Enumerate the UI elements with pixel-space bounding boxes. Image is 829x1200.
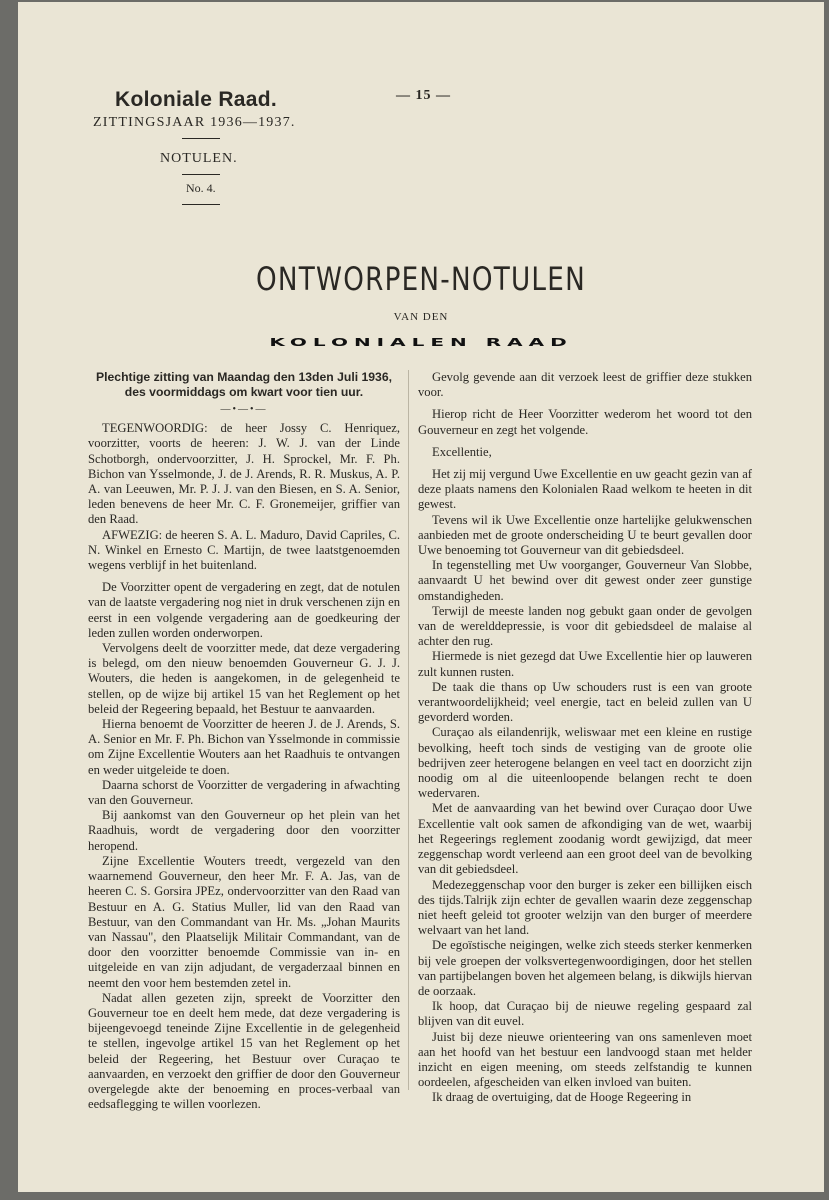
paragraph: TEGENWOORDIG: de heer Jossy C. Henriquez, voorzitter, voorts de heeren: J. W. J. van der Linde Schotborgh, ondervoorzitter, J. H. Sprockel, Mr. F. Ph. Bichon van Ysselmonde, J. de J. Arends, R. R. Muskus, A. P. A. van Leeuwen, Mr. P. J. J. van den Biesen, en S. A. Senior, leden benevens de heer Mr. C. F. Gronemeijer, griffier van den Raad. xyxy=(88,421,400,527)
paragraph: Daarna schorst de Voorzitter de vergadering in afwachting van den Gouverneur. xyxy=(88,777,400,808)
paragraph: Tevens wil ik Uwe Excellentie onze hartelijke gelukwenschen aanbieden met de groote onderscheiding U te beurt gevallen door Uwe benoeming tot Gouverneur van dit gebiedsdeel. xyxy=(418,512,752,558)
divider xyxy=(182,204,220,205)
paragraph: In tegenstelling met Uw voorganger, Gouverneur Van Slobbe, aanvaardt U het bewind over dit gewest onder zeer gunstige omstandigheden. xyxy=(418,558,752,603)
paragraph: Hierop richt de Heer Voorzitter wederom het woord tot den Gouverneur en zegt het volgende. xyxy=(418,407,752,437)
paragraph: De Voorzitter opent de vergadering en zegt, dat de notulen van de laatste vergadering nog niet in druk verschenen zijn en eerst in een volgende vergadering aan de goedkeuring der leden zullen worden onderworpen. xyxy=(88,580,400,640)
divider xyxy=(182,138,220,139)
paragraph: AFWEZIG: de heeren S. A. L. Maduro, David Capriles, C. N. Winkel en Ernesto C. Martijn, de twee laatstgenoemden wegens verblijf in het buitenland. xyxy=(88,527,400,573)
paragraph: Zijne Excellentie Wouters treedt, vergezeld van den waarnemend Gouverneur, den heer Mr. F. A. Jas, van de heeren C. S. Gorsira JPEz, ondervoorzitter van den Raad van Bestuur en A. G. Statius Muller, lid van den Raad van Bestuur, van den Commandant van Hr. Ms. „Johan Maurits van Nassau", den Plaatselijk Militair Commandant, van de door den voorzitter benoemde Commissie van in- en uitgeleide en van zijn adjudant, de vergaderzaal binnen en neemt den voor hem bestemden zetel in. xyxy=(88,853,400,990)
session-heading-line: des voormiddags om kwart voor tien uur. xyxy=(124,385,364,399)
paragraph: De egoïstische neigingen, welke zich steeds sterker kenmerken bij vele groepen der volksvertegenwoordigingen, door het stellen van partijbelangen boven het algemeen belang, is dikwijls hiervan de oorzaak. xyxy=(418,938,752,998)
session-heading xyxy=(88,370,400,400)
paragraph: Gevolg gevende aan dit verzoek leest de griffier deze stukken voor. xyxy=(418,370,752,400)
session-year: ZITTINGSJAAR 1936—1937. xyxy=(93,115,296,130)
paragraph: Het zij mij vergund Uwe Excellentie en uw geacht gezin van af deze plaats namens den Kolonialen Raad welkom te heeten in dit gewest. xyxy=(418,467,752,512)
paragraph: De taak die thans op Uw schouders rust is een van groote verantwoordelijkheid; veel energie, tact en beleid zullen van U gevorderd worden. xyxy=(418,679,752,725)
paragraph: Met de aanvaarding van het bewind over Curaçao door Uwe Excellentie valt ook samen de afkondiging van de wet, waarbij het Regeerings reglement zoodanig wordt gewijzigd, dat meer zeggenschap wordt verleend aan een groot deel van de bevolking van dit gebiedsdeel. xyxy=(418,801,752,877)
paragraph: Ik hoop, dat Curaçao bij de nieuwe regeling gespaard zal blijven van dit euvel. xyxy=(418,999,752,1029)
right-column xyxy=(418,370,752,1106)
paragraph: Medezeggenschap voor den burger is zeker een billijken eisch des tijds.Talrijk zijn echter de gevallen waarin deze zeggenschap niet heeft geleid tot grooter welzijn van den burger of meerdere welvaart van het land. xyxy=(418,877,752,938)
left-column xyxy=(88,370,400,1112)
paragraph: Terwijl de meeste landen nog gebukt gaan onder de gevolgen van de werelddepressie, is voor dit gebiedsdeel de malaise al achter den rug. xyxy=(418,603,752,649)
paragraph: Juist bij deze nieuwe orienteering van ons samenleven moet aan het hoofd van het bestuur een landvoogd staan met helder inzicht en eigen meening, om steeds zelfstandig te kunnen oordeelen, afgescheiden van elken invloed van buiten. xyxy=(418,1029,752,1090)
ornament: —•—•— xyxy=(220,404,268,415)
paragraph: Excellentie, xyxy=(432,444,492,459)
paragraph: Bij aankomst van den Gouverneur op het plein van het Raadhuis, wordt de vergadering door den voorzitter heropend. xyxy=(88,808,400,853)
page-number: — 15 — xyxy=(396,88,451,103)
van-den-label: VAN DEN xyxy=(393,311,449,323)
council-title: Koloniale Raad. xyxy=(115,88,278,111)
session-heading-line: Plechtige zitting van Maandag den 13den Juli 1936, xyxy=(96,370,392,384)
paragraph: Vervolgens deelt de voorzitter mede, dat deze vergadering is belegd, om den nieuw benoemden Gouverneur G. J. J. Wouters, die heden is aangekomen, in de gelegenheid te stellen, op de wijze bij artikel 15 van het Reglement op het beleid der Regeering bepaald, het Bestuur te aanvaarden. xyxy=(88,641,400,716)
document-page xyxy=(18,2,824,1192)
paragraph: Curaçao als eilandenrijk, weliswaar met een kleine en rustige bevolking, heeft toch sinds de vestiging van de groote olie bedrijven zeer heterogene belangen en veel tact en doorzicht zijn noodig om al die uiteenloopende belangen recht te doen wedervaren. xyxy=(418,725,752,801)
council-name-decorative: KOLONIALEN RAAD xyxy=(269,335,573,349)
paragraph: Hiermede is niet gezegd dat Uwe Excellentie hier op lauweren zult kunnen rusten. xyxy=(418,649,752,679)
document-title: ONTWORPEN-NOTULEN xyxy=(256,260,586,298)
column-divider xyxy=(408,370,409,1090)
notulen-label: NOTULEN. xyxy=(160,151,238,166)
issue-number: No. 4. xyxy=(186,181,216,195)
divider xyxy=(182,174,220,175)
paragraph: Ik draag de overtuiging, dat de Hooge Regeering in xyxy=(432,1090,692,1105)
paragraph: Nadat allen gezeten zijn, spreekt de Voorzitter den Gouverneur toe en deelt hem mede, dat deze vergadering is bijeengevoegd teneinde Zijne Excellentie in de gelegenheid te stellen, ingevolge artikel 15 van het Reglement op het beleid der Regeering, het Bestuur over Curaçao te aanvaarden, en verzoekt den griffier de door den Gouverneur overgelegde akte der benoeming en proces-verbaal van eedsaflegging te willen voorlezen. xyxy=(88,990,400,1112)
paragraph: Hierna benoemt de Voorzitter de heeren J. de J. Arends, S. A. Senior en Mr. F. Ph. Bichon van Ysselmonde in commissie om Zijne Excellentie Wouters aan het Raadhuis te ontvangen en weder uitgeleide te doen. xyxy=(88,717,400,777)
